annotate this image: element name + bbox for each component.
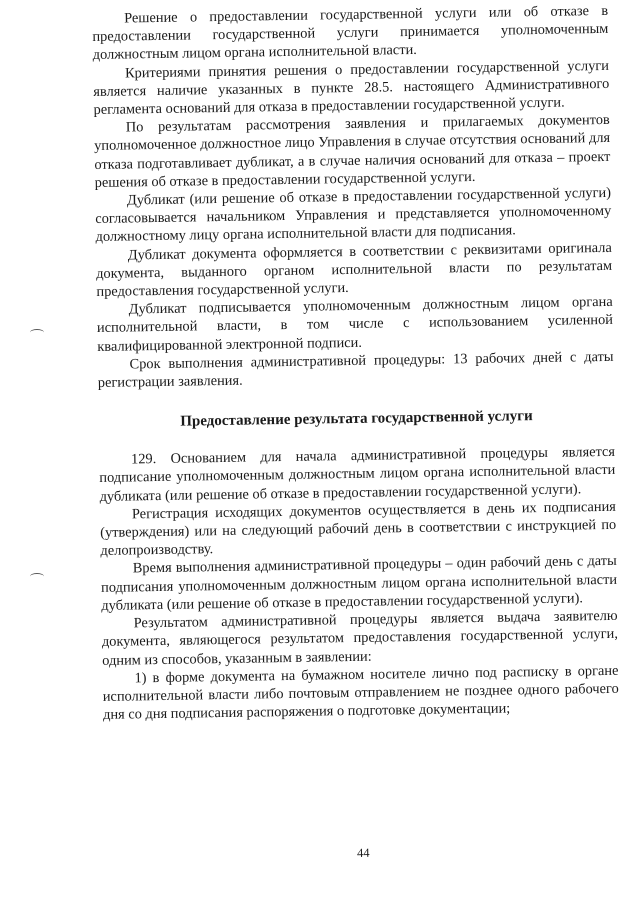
paragraph-delivery-paper: 1) в форме документа на бумажном носителе лично под расписку в органе исполнительной власти либо почтовым отправлением не позднее одного рабочего дня со дня подписания распоряжения о подготовке документации; xyxy=(102,662,619,724)
paragraph-duplicate-signing: Дубликат подписывается уполномоченным должностным лицом органа исполнительной власти, в том числе с использованием усиленной квалифицированной электронной подписи. xyxy=(96,294,614,355)
paragraph-decision: Решение о предоставлении государственной услуги или об отказе в предоставлении государственной услуги принимается уполномоченным должностным лицом органа исполнительной власти. xyxy=(92,2,609,64)
paragraph-criteria: Критериями принятия решения о предоставлении государственной услуги является наличие указанных в пункте 28.5. настоящего Административного регламента оснований для отказа в предоставлении государственной услуги. xyxy=(93,57,610,119)
section-heading: Предоставление результата государственной услуги xyxy=(180,408,533,430)
paragraph-result: Результатом административной процедуры является выдача заявителю документа, являющегося результатом предоставления государственной услуги, одним из способов, указанным в заявлении: xyxy=(101,607,618,669)
paragraph-procedure-basis: 129. Основанием для начала административной процедуры является подписание уполномоченным должностным лицом органа исполнительной власти дубликата (или решение об отказе в предоставлении государственной услуги). xyxy=(99,444,616,505)
margin-punch-mark xyxy=(30,329,44,336)
paragraph-review-results: По результатам рассмотрения заявления и прилагаемых документов уполномоченное должностное лицо Управления в случае отсутствия оснований для отказа подготавливает дубликат, а в случае наличия оснований для отказа – проект решения об отказе в предоставлении государственной услуги. xyxy=(94,112,611,191)
margin-punch-mark xyxy=(30,573,44,580)
document-page xyxy=(92,2,619,860)
paragraph-registration: Регистрация исходящих документов осуществляется в день их подписания (утверждения) или на следующий рабочий день в соответствии с инструкцией по делопроизводству. xyxy=(100,498,617,560)
paragraph-execution-time: Время выполнения административной процедуры – один рабочий день с даты подписания уполномоченным должностным лицом органа исполнительной власти дубликата (или решение об отказе в предоставлении государственной услуги). xyxy=(100,553,618,614)
paragraph-duplicate-format: Дубликат документа оформляется в соответствии с реквизитами оригинала документа, выданного органом исполнительной власти по результатам предоставления государственной услуги. xyxy=(96,239,613,301)
paragraph-procedure-deadline: Срок выполнения административной процедуры: 13 рабочих дней с даты регистрации заявления. xyxy=(97,348,614,392)
paragraph-approval: Дубликат (или решение об отказе в предоставлении государственной услуги) согласовывается начальником Управления и представляется уполномоченному должностному лицу органа исполнительной власти для подписания. xyxy=(95,184,612,246)
page-number: 44 xyxy=(356,845,370,860)
